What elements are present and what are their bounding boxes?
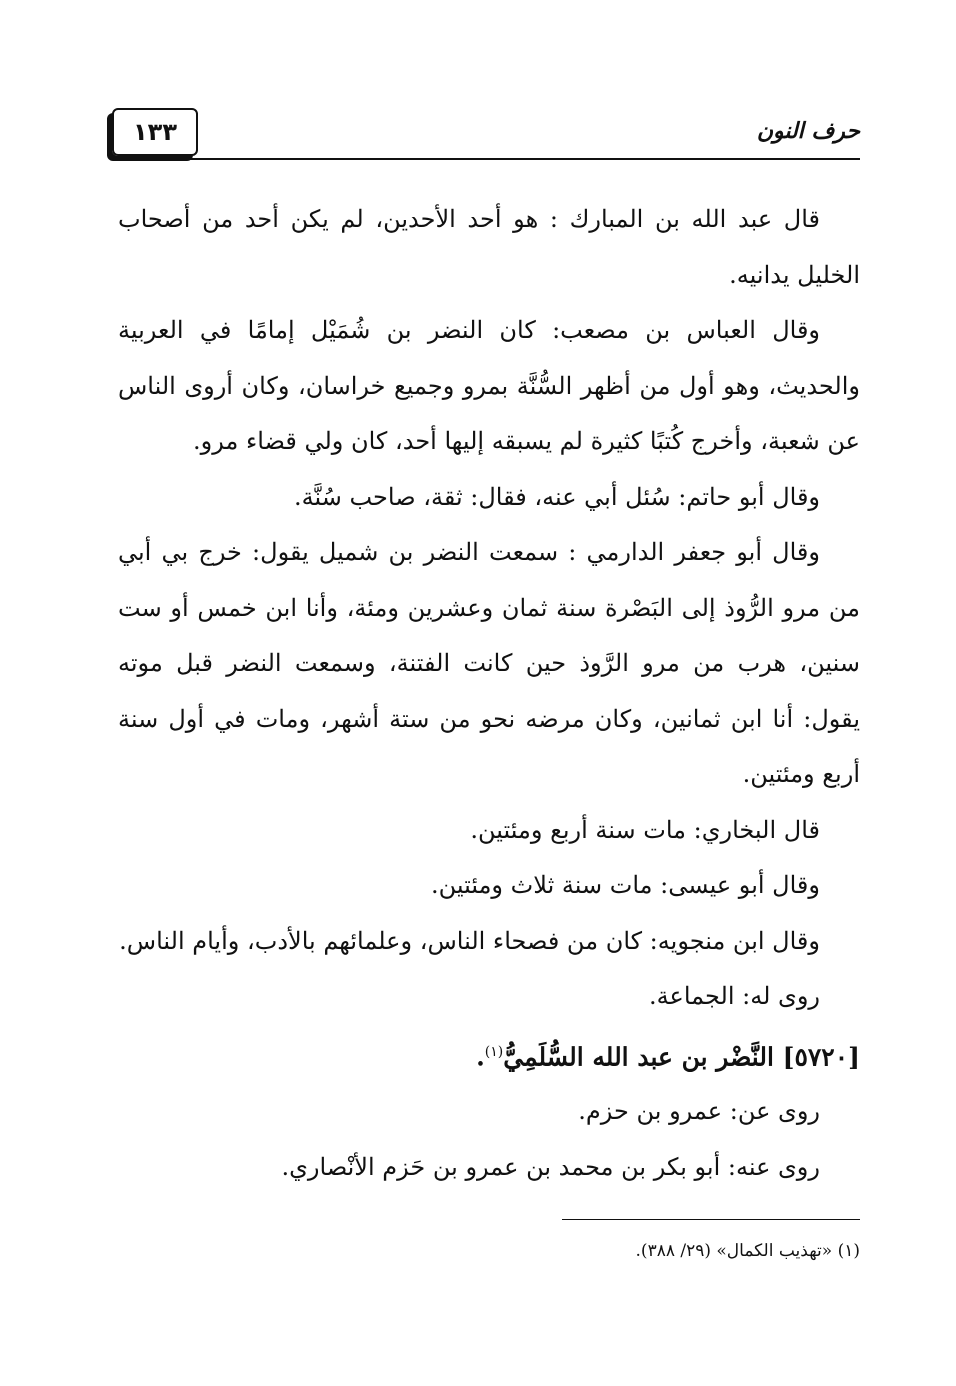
page-header: [112, 100, 860, 162]
header-rule: [112, 158, 860, 160]
paragraph-al-abbas: وقال العباس بن مصعب: كان النضر بن شُمَيْل إمامًا في العربية والحديث، وهو أول من أظهر السُّنَّة بمرو وجميع خراسان، وكان أروى الناس عن شعبة، وأخرج كُتبًا كثيرة لم يسبقه إليها أحد، كان ولي قضاء مرو.: [118, 316, 860, 455]
main-text: [118, 192, 860, 1195]
footnote: (١) «تهذيب الكمال» (٢٩/ ٣٨٨).: [635, 1241, 860, 1261]
paragraph-al-darimi: وقال أبو جعفر الدارمي : سمعت النضر بن شميل يقول: خرج بي أبي من مرو الرُّوذ إلى البَصْرة سنة ثمان وعشرين ومئة، وأنا ابن خمس أو ست سنين، هرب من مرو الرَّوذ حين كانت الفتنة، وسمعت النضر قبل موته يقول: أنا ابن ثمانين، وكان مرضه نحو من ستة أشهر، ومات في أول سنة أربع ومئتين.: [118, 538, 861, 788]
entry-heading-end: .: [476, 1041, 485, 1071]
paragraph-ibn-manjawayh: وقال ابن منجويه: كان من فصحاء الناس، وعلمائهم بالأدب، وأيام الناس.: [119, 926, 820, 955]
footnote-marker[interactable]: (١): [484, 1043, 504, 1060]
paragraph-narrated-from: روى عن: عمرو بن حزم.: [578, 1097, 820, 1126]
paragraph-ibn-al-mubarak: قال عبد الله بن المبارك : هو أحد الأحدين، لم يكن أحد من أصحاب الخليل يدانيه.: [118, 205, 860, 289]
paragraph-narrated-to: روى عنه: أبو بكر بن محمد بن عمرو بن حَزم الأنْصاري.: [281, 1152, 820, 1181]
paragraph-narrated-by: روى له: الجماعة.: [649, 982, 820, 1010]
paragraph-al-bukhari: قال البخاري: مات سنة أربع ومئتين.: [470, 815, 820, 844]
paragraph-abu-isa: وقال أبو عيسى: مات سنة ثلاث ومئتين.: [430, 871, 820, 899]
page-number: ١٣٣: [133, 118, 177, 146]
entry-title: [٥٧٢٠] النَّضْر بن عبد الله السُّلَمِيُّ: [503, 1041, 860, 1071]
page-number-box: [112, 108, 198, 156]
running-title: حرف النون: [756, 118, 860, 144]
footnote-rule: [562, 1219, 860, 1220]
entry-heading: [118, 1025, 860, 1085]
paragraph-abu-hatim: وقال أبو حاتم: سُئل أبي عنه، فقال: ثقة، صاحب سُنَّة.: [294, 482, 820, 511]
